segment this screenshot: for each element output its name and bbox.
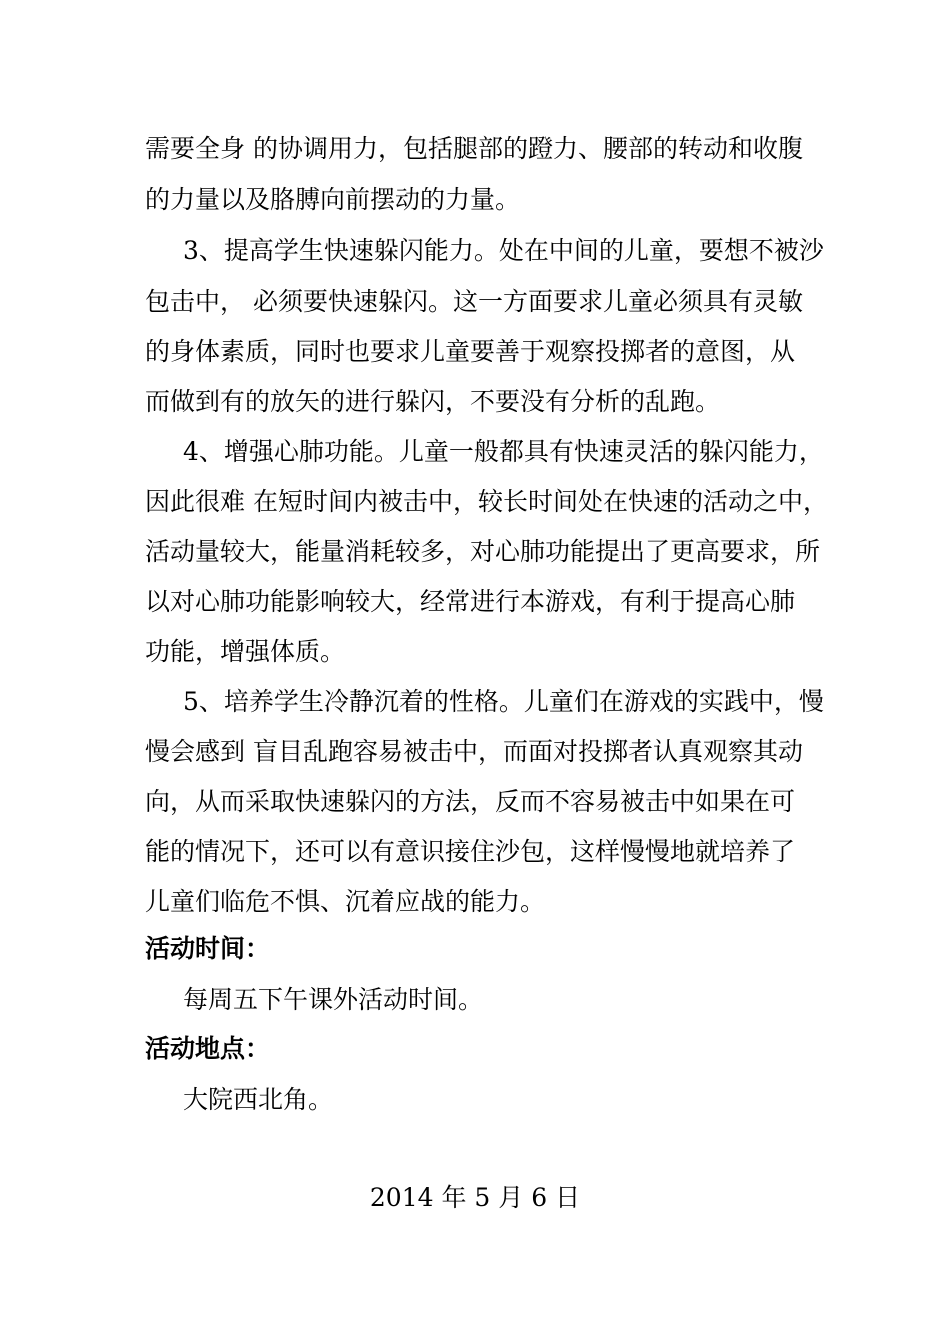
paragraph-line: 的力量以及胳膊向前摆动的力量。 — [145, 185, 521, 214]
paragraph-line: 向，从而采取快速躲闪的方法，反而不容易被击中如果在可 — [145, 787, 796, 816]
paragraph-line: 5、培养学生冷静沉着的性格。儿童们在游戏的实践中，慢 — [183, 687, 824, 716]
activity-place-heading: 活动地点： — [145, 1034, 271, 1063]
paragraph-line: 3、提高学生快速躲闪能力。处在中间的儿童，要想不被沙 — [183, 236, 824, 265]
paragraph-line: 功能，增强体质。 — [145, 637, 346, 666]
activity-place-text: 大院西北角。 — [183, 1085, 334, 1114]
paragraph-line: 包击中， 必须要快速躲闪。这一方面要求儿童必须具有灵敏 — [145, 287, 803, 316]
document-date: 2014 年 5 月 6 日 — [369, 1183, 581, 1212]
paragraph-line: 因此很难 在短时间内被击中，较长时间处在快速的活动之中， — [145, 487, 828, 516]
paragraph-line: 的身体素质，同时也要求儿童要善于观察投掷者的意图，从 — [145, 337, 796, 366]
paragraph-line: 而做到有的放矢的进行躲闪，不要没有分析的乱跑。 — [145, 387, 721, 416]
paragraph-line: 需要全身 的协调用力，包括腿部的蹬力、腰部的转动和收腹 — [145, 134, 803, 163]
paragraph-line: 能的情况下，还可以有意识接住沙包，这样慢慢地就培养了 — [145, 837, 796, 866]
paragraph-line: 4、增强心肺功能。儿童一般都具有快速灵活的躲闪能力， — [183, 437, 824, 466]
paragraph-line: 活动量较大，能量消耗较多，对心肺功能提出了更高要求，所 — [145, 537, 821, 566]
activity-time-heading: 活动时间： — [145, 934, 271, 963]
activity-time-text: 每周五下午课外活动时间。 — [183, 985, 484, 1014]
paragraph-line: 慢会感到 盲目乱跑容易被击中，而面对投掷者认真观察其动 — [145, 737, 803, 766]
paragraph-line: 儿童们临危不惧、沉着应战的能力。 — [145, 887, 546, 916]
paragraph-line: 以对心肺功能影响较大，经常进行本游戏，有利于提高心肺 — [145, 587, 796, 616]
